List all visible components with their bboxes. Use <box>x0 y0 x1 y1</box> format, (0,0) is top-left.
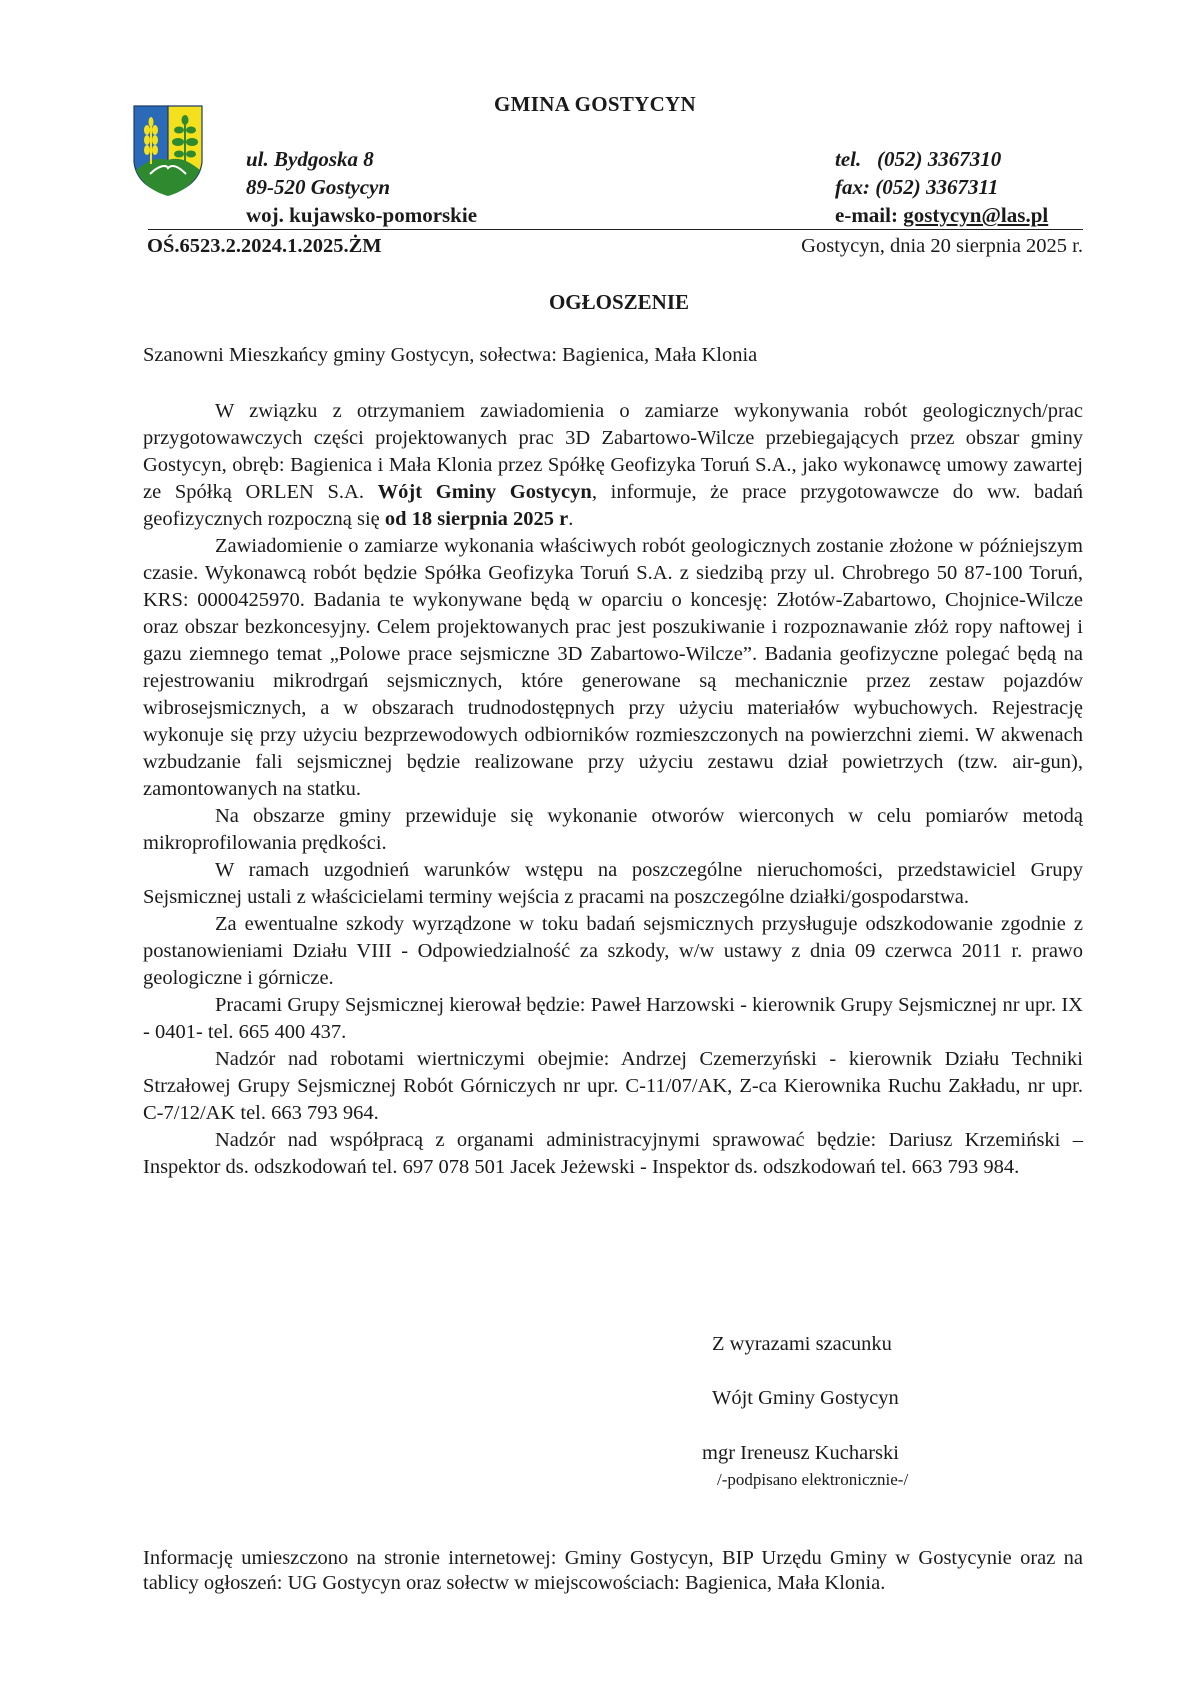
phone-number: tel. (052) 3367310 <box>835 147 1002 171</box>
postal-city: 89-520 Gostycyn <box>246 175 391 199</box>
electronic-signature-note: /-podpisano elektronicznie-/ <box>717 1470 909 1489</box>
p1-bold-date: od 18 sierpnia 2025 r <box>384 508 569 530</box>
paragraph-8: Nadzór nad współpracą z organami administracyjnymi sprawować będzie: Dariusz Krzemiński – Inspektor ds. odszkodowań tel. 697 078 501 Jacek Jeżewski - Inspektor ds. odszkodowań tel. 663 793 984. <box>143 1129 1083 1178</box>
announcement-body <box>143 398 1083 1181</box>
paragraph-4: W ramach uzgodnień warunków wstępu na poszczególne nieruchomości, przedstawiciel Grupy Sejsmicznej ustali z właścicielami terminy wejścia z pracami na poszczególne działki/gospodarstwa. <box>143 859 1083 908</box>
contact-block <box>835 145 1048 229</box>
paragraph-3: Na obszarze gminy przewiduje się wykonanie otworów wierconych w celu pomiarów metodą mikroprofilowania prędkości. <box>143 805 1083 854</box>
publication-note: Informację umieszczono na stronie internetowej: Gminy Gostycyn, BIP Urzędu Gminy w Gostycynie oraz na tablicy ogłoszeń: UG Gostycyn oraz sołectw w miejscowościach: Bagienica, Mała Klonia. <box>143 1547 1083 1594</box>
document-date: Gostycyn, dnia 20 sierpnia 2025 r. <box>801 235 1083 257</box>
p1-text-e: . <box>568 508 574 530</box>
street-address: ul. Bydgoska 8 <box>246 147 374 171</box>
fax-number: fax: (052) 3367311 <box>835 175 999 199</box>
paragraph-7: Nadzór nad robotami wiertniczymi obejmie: Andrzej Czemerzyński - kierownik Działu Techniki Strzałowej Grupy Sejsmicznej Robót Górniczych nr upr. C-11/07/AK, Z-ca Kierownika Ruchu Zakładu, nr upr. C-7/12/AK tel. 663 793 964. <box>143 1048 1083 1124</box>
municipality-name: GMINA GOSTYCYN <box>494 92 696 116</box>
p1-text-a: W związku z otrzymaniem zawiadomienia o zamiarze wykonywania robót geologicznych/prac przygotowawczych części projektowanych prac 3D Zabartowo-Wilcze przebiegających przez obszar gminy Gostycyn, obręb: Bagienica i Mała Klonia przez Spółkę Geofizyka Toruń S.A., jako wykonawcę umowy zawartej ze Spółką ORLEN S.A. <box>143 400 1083 503</box>
closing-regards: Z wyrazami szacunku <box>712 1333 892 1355</box>
paragraph-2: Zawiadomienie o zamiarze wykonania właściwych robót geologicznych zostanie złożone w późniejszym czasie. Wykonawcą robót będzie Spółka Geofizyka Toruń S.A. z siedzibą przy ul. Chrobrego 50 87-100 Toruń, KRS: 0000425970. Badania te wykonywane będą w oparciu o koncesję: Złotów-Zabartowo, Chojnice-Wilcze oraz obszar bezkoncesyjny. Celem projektowanych prac jest poszukiwanie i rozpoznawanie złóż ropy naftowej i gazu ziemnego temat „Polowe prace sejsmiczne 3D Zabartowo-Wilcze”. Badania geofizyczne polegać będą na rejestrowaniu mikrodrgań sejsmicznych, które generowane są mechanicznie przez zestaw pojazdów wibrosejsmicznych, a w obszarach trudnodostępnych przy użyciu materiałów wybuchowych. Rejestrację wykonuje się przy użyciu bezprzewodowych odbiorników rozmieszczonych na powierzchni ziemi. W akwenach wzbudzanie fali sejsmicznej będzie realizowane przy użyciu zestawu dział powietrzych (tzw. air-gun), zamontowanych na statku. <box>143 535 1083 800</box>
paragraph-6: Pracami Grupy Sejsmicznej kierował będzie: Paweł Harzowski - kierownik Grupy Sejsmicznej nr upr. IX - 0401- tel. 665 400 437. <box>143 994 1083 1043</box>
signatory-name: mgr Ireneusz Kucharski <box>702 1442 899 1464</box>
paragraph-5: Za ewentualne szkody wyrządzone w toku badań sejsmicznych przysługuje odszkodowanie zgodnie z postanowieniami Działu VIII - Odpowiedzialność za szkody, w/w ustawy z dnia 09 czerwca 2011 r. prawo geologiczne i górnicze. <box>143 913 1083 989</box>
p1-bold-mayor: Wójt Gminy Gostycyn <box>377 481 592 503</box>
p1-text-c: , informuje, że prace przygotowawcze do ww. badań geofizycznych rozpoczną się <box>143 481 1083 530</box>
signatory-position: Wójt Gminy Gostycyn <box>712 1387 899 1409</box>
case-reference: OŚ.6523.2.2024.1.2025.ŻM <box>147 235 382 257</box>
salutation: Szanowni Mieszkańcy gminy Gostycyn, sołectwa: Bagienica, Mała Klonia <box>143 344 758 366</box>
province: woj. kujawsko-pomorskie <box>246 203 478 227</box>
email-link[interactable]: gostycyn@las.pl <box>903 203 1049 227</box>
coat-of-arms-icon <box>132 104 204 200</box>
document-title: OGŁOSZENIE <box>548 290 690 314</box>
address-block <box>246 145 477 229</box>
email-label: e-mail: <box>835 203 904 227</box>
paragraph-1 <box>143 398 1083 533</box>
email-line <box>835 201 1048 229</box>
header-divider <box>148 229 1083 230</box>
